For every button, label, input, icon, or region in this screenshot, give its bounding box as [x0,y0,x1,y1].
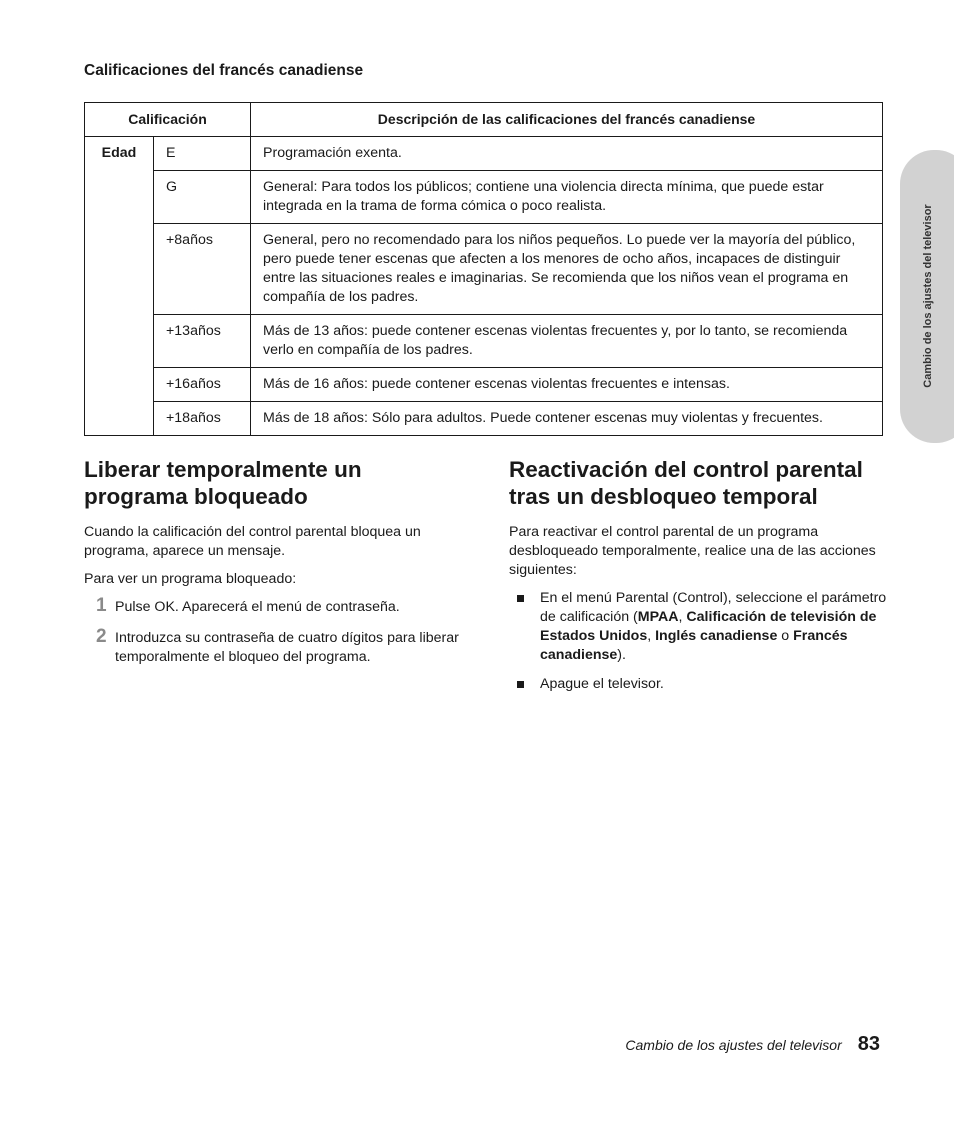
left-intro: Cuando la calificación del control parental bloquea un programa, aparece un mensaje. [84,524,421,559]
rating-code: +16años [154,368,251,402]
square-bullet-icon [517,595,524,602]
table-row [85,171,883,224]
steps-list [84,595,464,667]
option-canadian-french: Francés canadiense [540,628,848,663]
left-column [84,456,464,679]
option-mpaa: MPAA [637,609,679,625]
rating-code: +18años [154,402,251,436]
left-section-title: Liberar temporalmente un programa bloqueado [84,457,362,509]
bullet-item [509,675,889,694]
option-us-tv-rating: Calificación de televisión de Estados Unidos [540,609,877,644]
rating-description: General, pero no recomendado para los niños pequeños. Lo puede ver la mayoría del público, pero puede tener escenas que afecten a los menores de ocho años, incapaces de distinguir entre las situaciones reales e imaginarias. Se recomienda que los niños vean el programa en compañía de los padres. [251,224,883,315]
table-row [85,137,883,171]
rating-description: Más de 18 años: Sólo para adultos. Puede contener escenas muy violentas y frecuentes. [251,402,883,436]
right-section-title: Reactivación del control parental tras un desbloqueo temporal [509,457,863,509]
bullet-text: Apague el televisor. [540,676,664,692]
bullet-list [509,589,889,694]
right-intro: Para reactivar el control parental de un programa desbloqueado temporalmente, realice una de las acciones siguientes: [509,524,876,578]
rating-code: E [154,137,251,171]
ratings-table [84,102,883,436]
left-lead: Para ver un programa bloqueado: [84,571,297,587]
table-row [85,224,883,315]
rating-code: G [154,171,251,224]
page-number: 83 [857,1033,880,1055]
header-description: Descripción de las calificaciones del francés canadiense [251,103,883,137]
group-label: Edad [85,137,154,436]
bullet-item [509,589,889,665]
separator: , [678,609,687,625]
section-heading: Calificaciones del francés canadiense [84,62,364,79]
table-row [85,402,883,436]
rating-description: Más de 13 años: puede contener escenas violentas frecuentes y, por lo tanto, se recomienda verlo en compañía de los padres. [251,315,883,368]
page-footer [625,1033,880,1056]
step-text: Pulse OK. Aparecerá el menú de contraseña. [115,599,400,615]
footer-chapter-title: Cambio de los ajustes del televisor [625,1037,842,1053]
table-row [85,315,883,368]
separator: o [777,628,794,644]
table-row [85,368,883,402]
bullet-text-pre: En el menú Parental (Control), seleccione el parámetro de calificación ( [540,590,887,625]
step-number: 1 [96,595,107,616]
table-header-row [85,103,883,137]
header-rating: Calificación [85,103,251,137]
rating-description: General: Para todos los públicos; contiene una violencia directa mínima, que puede estar integrada en la trama de forma cómica o poco realista. [251,171,883,224]
step-item [84,595,464,617]
step-number: 2 [96,626,107,647]
rating-description: Programación exenta. [251,137,883,171]
rating-code: +13años [154,315,251,368]
separator: , [647,628,656,644]
step-item [84,626,464,667]
bullet-text-post: ). [617,647,626,663]
rating-code: +8años [154,224,251,315]
chapter-side-tab-label: Cambio de los ajustes del televisor [922,204,934,388]
right-column [509,456,889,704]
step-text: Introduzca su contraseña de cuatro dígitos para liberar temporalmente el bloqueo del programa. [115,630,459,665]
rating-description: Más de 16 años: puede contener escenas violentas frecuentes e intensas. [251,368,883,402]
option-canadian-english: Inglés canadiense [655,628,778,644]
square-bullet-icon [517,681,524,688]
